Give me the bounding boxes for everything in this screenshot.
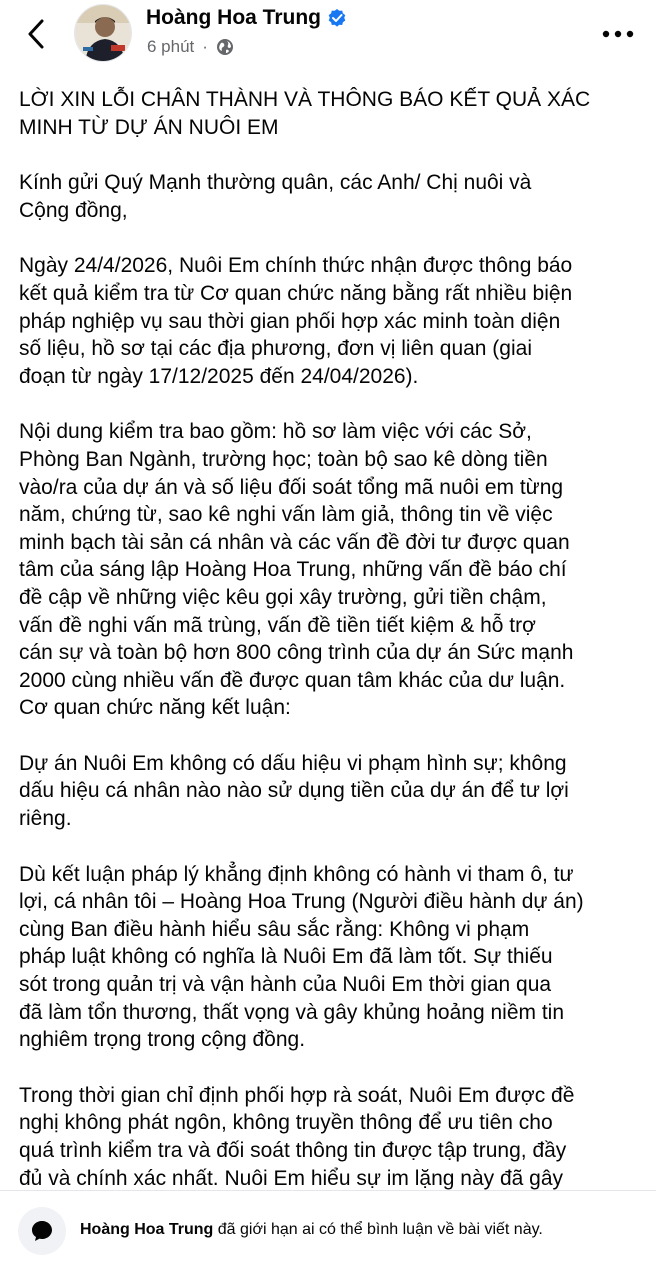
comment-restriction-bar xyxy=(0,1190,656,1281)
post-paragraph-title: LỜI XIN LỖI CHÂN THÀNH VÀ THÔNG BÁO KẾT QUẢ XÁC MINH TỪ DỰ ÁN NUÔI EM xyxy=(19,88,591,139)
back-button[interactable] xyxy=(16,14,56,54)
post-header xyxy=(0,0,656,72)
post-paragraph: Ngày 24/4/2026, Nuôi Em chính thức nhận được thông báo kết quả kiểm tra từ Cơ quan chức năng bằng rất nhiều biện pháp nghiệp vụ sau thời gian phối hợp xác minh toàn diện số liệu, hồ sơ tại các địa phương, đơn vị liên quan (giai đoạn từ ngày 17/12/2025 đến 24/04/2026). xyxy=(19,254,573,388)
post-paragraph: Trong thời gian chỉ định phối hợp rà soát, Nuôi Em được đề nghị không phát ngôn, không truyền thông để ưu tiên cho quá trình kiểm tra và đối soát thông tin được tập trung, đầy đủ và chính xác nhất. Nuôi Em hiểu sự im lặng này đã gây xyxy=(19,1083,575,1190)
post-paragraph: Nội dung kiểm tra bao gồm: hồ sơ làm việc với các Sở, Phòng Ban Ngành, trường học; toàn bộ sao kê dòng tiền vào/ra của dự án và số liệu đối soát tổng mã nuôi em từng năm, chứng từ, sao kê nghi vấn làm giả, thông tin về việc minh bạch tài sản cá nhân và các vấn đề đời tư được quan tâm của sáng lập Hoàng Hoa Trung, những vấn đề báo chí đề cập về những việc kêu gọi xây trường, gửi tiền chậm, vấn đề nghi vấn mã trùng, vấn đề tiền tiết kiệm & hỗ trợ cán sự và toàn bộ hơn 800 công trình của dự án Sức mạnh 2000 cùng nhiều vấn đề được quan tâm khác của dư luận. Cơ quan chức năng kết luận: xyxy=(19,420,574,720)
post-timestamp[interactable]: 6 phút xyxy=(147,37,195,56)
more-horizontal-icon xyxy=(602,30,634,38)
meta-separator: · xyxy=(202,37,208,56)
post-body xyxy=(19,86,641,1220)
comment-icon-circle xyxy=(18,1207,66,1255)
author-avatar[interactable] xyxy=(74,4,132,62)
post-paragraph: Dù kết luận pháp lý khẳng định không có hành vi tham ô, tư lợi, cá nhân tôi – Hoàng Hoa Trung (Người điều hành dự án) cùng Ban điều hành hiểu sâu sắc rằng: Không vi phạm pháp luật không có nghĩa là Nuôi Em đã làm tốt. Sự thiếu sót trong quản trị và vận hành của Nuôi Em thời gian qua đã làm tổn thương, thất vọng và gây khủng hoảng niềm tin nghiêm trọng trong cộng đồng. xyxy=(19,862,584,1052)
post-paragraph: Dự án Nuôi Em không có dấu hiệu vi phạm hình sự; không dấu hiệu cá nhân nào nào sử dụng tiền của dự án để tư lợi riêng. xyxy=(19,751,569,831)
footer-author-name[interactable]: Hoàng Hoa Trung xyxy=(80,1221,214,1238)
post-meta xyxy=(147,37,234,57)
comment-restriction-text xyxy=(80,1221,640,1239)
comment-bubble-icon xyxy=(29,1218,55,1244)
globe-icon xyxy=(216,38,234,56)
author-name-text[interactable]: Hoàng Hoa Trung xyxy=(146,6,321,29)
post-paragraph-greeting: Kính gửi Quý Mạnh thường quân, các Anh/ Chị nuôi và Cộng đồng, xyxy=(19,171,532,222)
verified-badge-icon xyxy=(327,8,347,28)
author-name[interactable] xyxy=(146,6,347,30)
chevron-left-icon xyxy=(25,17,47,51)
more-options-button[interactable] xyxy=(598,20,638,48)
footer-message: đã giới hạn ai có thể bình luận về bài viết này. xyxy=(213,1221,543,1238)
